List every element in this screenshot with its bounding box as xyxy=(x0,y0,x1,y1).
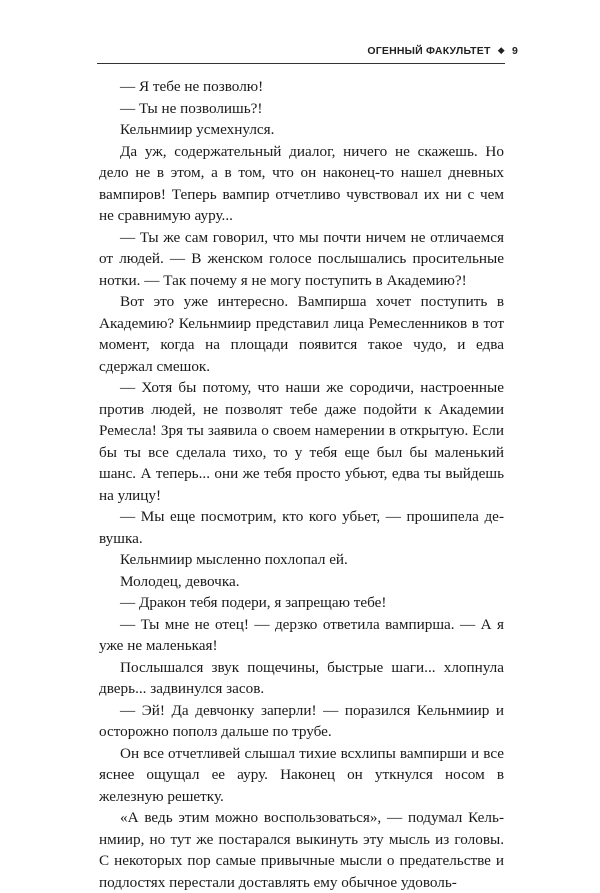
paragraph: Да уж, содержательный диалог, ничего не скажешь. Но дело не в этом, а в том, что он наконец-то нашел дневных вампиров! Теперь вампир отчетливо чувствовал их ни с чем не сравнимую ауру... xyxy=(99,142,504,224)
paragraph: — Я тебе не позволю! xyxy=(120,78,264,95)
paragraph: — Мы еще посмотрим, кто кого убьет, — прошипела девушка. xyxy=(99,508,504,547)
paragraph: Кельнмиир мысленно похлопал ей. xyxy=(120,551,348,568)
page-number: 9 xyxy=(511,45,518,57)
paragraph: — Ты не позволишь?! xyxy=(120,99,263,117)
paragraph: Молодец, девочка. xyxy=(120,572,240,590)
paragraph: Вот это уже интересно. Вампирша хочет поступить в Академию? Кельнмиир представил лица Ремесленников в тот момент, когда на площади появится такое чудо, и едва сдержал смешок. xyxy=(99,293,504,375)
header-rule xyxy=(97,63,505,64)
paragraph: — Хотя бы потому, что наши же сородичи, настроенные против людей, не позволят тебе даже подойти к Академии Ремесла! Зря ты заявила о своем намерении в открытую. Если бы ты все сделала тихо, то у тебя еще был бы маленький шанс. А теперь... они же тебя просто убьют, едва ты выйдешь на улицу! xyxy=(99,379,504,504)
paragraph: — Ты мне не отец! — дерзко ответила вампирша. — А я уже не маленькая! xyxy=(99,615,504,654)
paragraph: — Ты же сам говорил, что мы почти ничем не отличаемся от людей. — В женском голосе послышались просительные нотки. — Так почему я не могу поступить в Академию?! xyxy=(99,228,504,289)
book-title: ОГЕННЫЙ ФАКУЛЬТЕТ xyxy=(367,45,491,57)
paragraph: — Эй! Да девчонку заперли! — поразился Кельнмиир и осторожно пополз дальше по трубе. xyxy=(99,701,504,740)
paragraph: — Дракон тебя подери, я запрещаю тебе! xyxy=(120,594,387,611)
paragraph: Он все отчетливей слышал тихие всхлипы вампирши и все яснее ощущал ее ауру. Наконец он уткнулся носом в железную решетку. xyxy=(99,744,504,805)
running-header xyxy=(367,45,518,57)
diamond-separator-icon: ◆ xyxy=(497,45,505,55)
paragraph: «А ведь этим можно воспользоваться», — подумал Кельнмиир, но тут же постарался выкинуть эту мысль из головы. С некоторых пор самые привычные мысли о предательстве и подлостях перестали доставлять ему обычное удоволь- xyxy=(99,809,504,891)
paragraph: Послышался звук пощечины, быстрые шаги... хлопнула дверь... задвинулся засов. xyxy=(99,658,504,697)
body-text xyxy=(99,76,504,893)
paragraph: Кельнмиир усмехнулся. xyxy=(120,121,275,138)
